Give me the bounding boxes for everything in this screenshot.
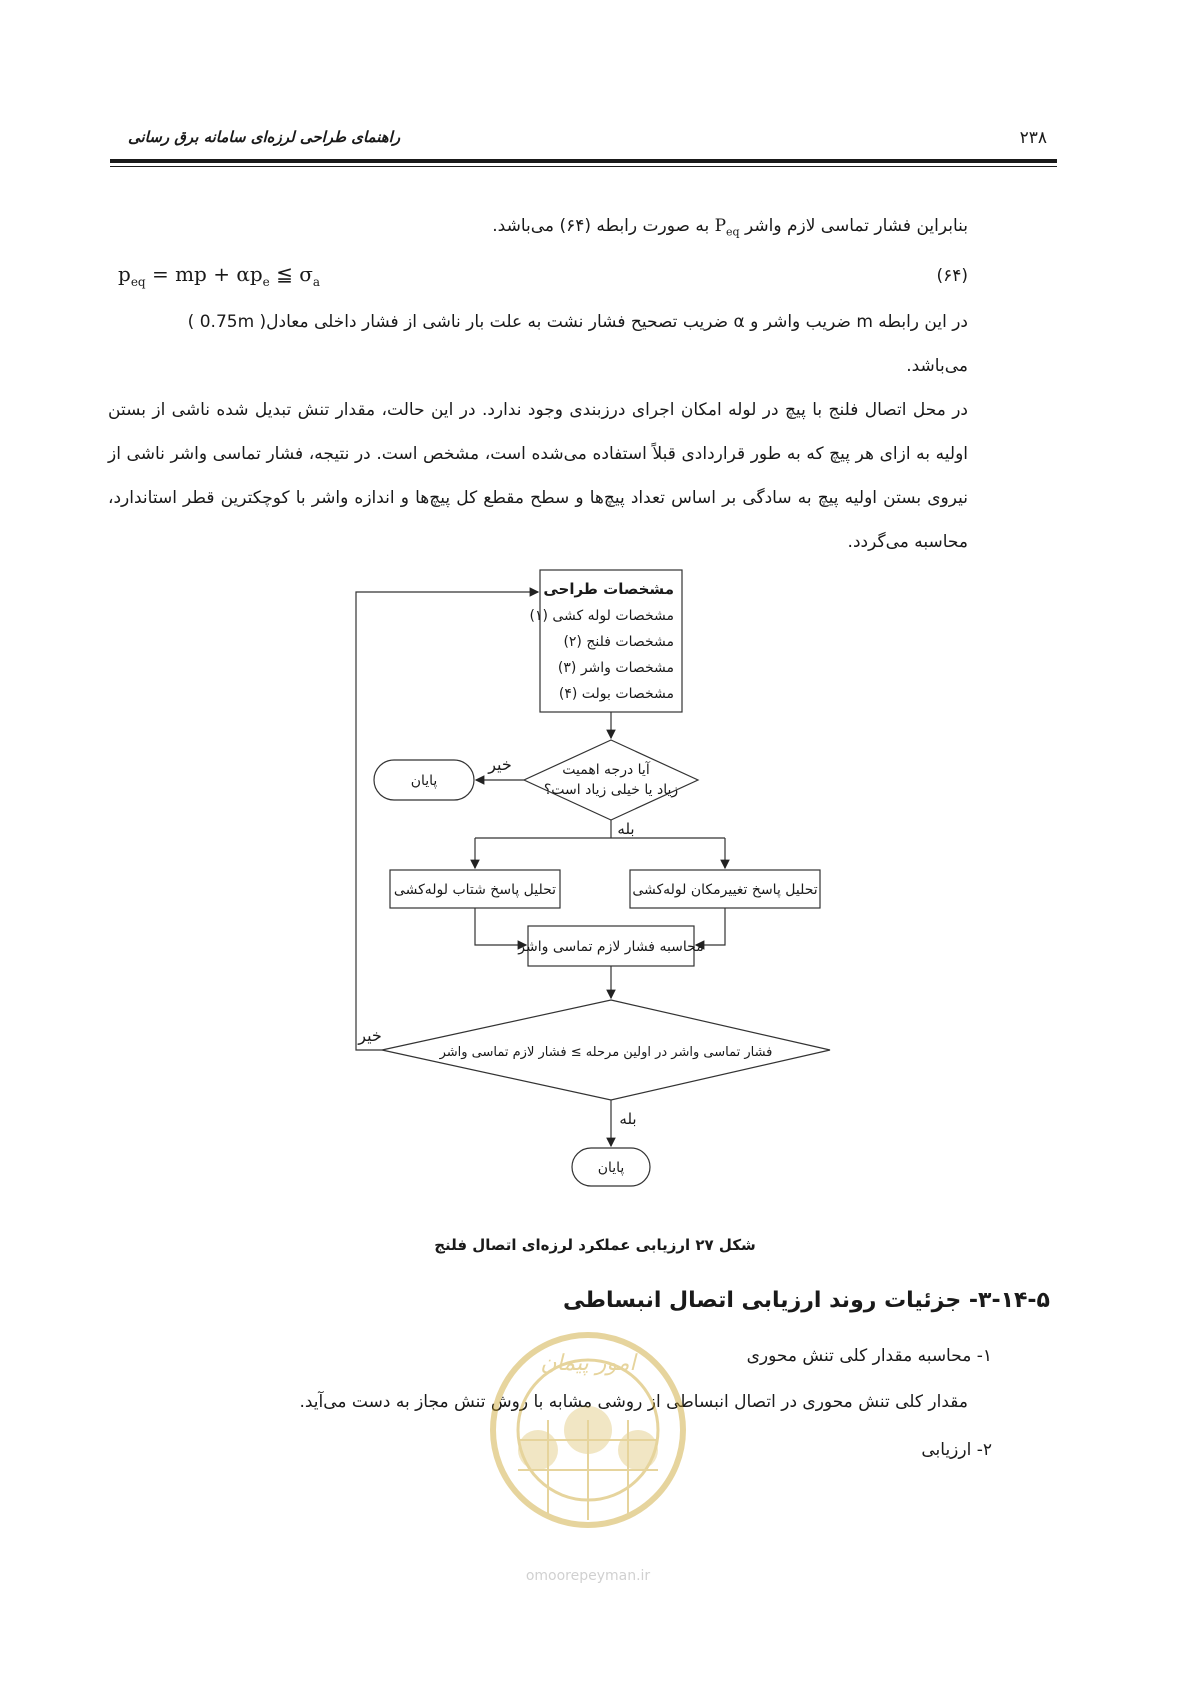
- flowchart: [358, 570, 838, 1230]
- end-label-2: پایان: [597, 1160, 625, 1176]
- design-specs-item: (۴) مشخصات بولت: [558, 686, 674, 702]
- design-specs-item: (۲) مشخصات فلنج: [563, 634, 674, 650]
- decision1-line1: آیا درجه اهمیت: [562, 762, 650, 778]
- page-number: ۲۳۸: [1019, 128, 1047, 148]
- list-item-1: ۱- محاسبه مقدار کلی تنش محوری: [746, 1346, 992, 1366]
- p1-text-post: به صورت رابطه (۶۴) می‌باشد.: [492, 216, 715, 236]
- design-specs-item: (۳) مشخصات واشر: [557, 660, 674, 676]
- yes-label-1: بله: [617, 820, 635, 838]
- displacement-analysis-label: تحلیل پاسخ تغییرمکان لوله‌کشی: [632, 882, 818, 898]
- gear-icon: [564, 1406, 612, 1454]
- decision1-line2: زیاد یا خیلی زیاد است؟: [543, 782, 679, 798]
- p1-symbol: $P_{eq}$: [714, 216, 740, 239]
- header-rule-thin: [110, 166, 1057, 167]
- scale-icon: [518, 1430, 558, 1470]
- section-body: مقدار کلی تنش محوری در اتصال انبساطی از روشی مشابه با روش تنش مجاز به دست می‌آید.: [299, 1392, 968, 1412]
- header-rule-thick: [110, 159, 1057, 163]
- no-label-1: خیر: [488, 755, 512, 774]
- equation-number: (۶۴): [936, 266, 968, 286]
- figure-caption: شکل ۲۷ ارزیابی عملکرد لرزه‌ای اتصال فلنج: [434, 1236, 756, 1254]
- p1-text-pre: بنابراین فشار تماسی لازم واشر: [739, 216, 968, 236]
- paragraph-2-line-1: در این رابطه m ضریب واشر و α ضریب تصحیح فشار نشت به علت بار ناشی از فشار داخلی معادل( 0.75m ): [187, 312, 968, 332]
- no-label-2: خیر: [358, 1026, 382, 1045]
- accel-analysis-label: تحلیل پاسخ شتاب لوله‌کشی: [393, 882, 557, 898]
- watermark-brand: امور پیمان: [540, 1351, 636, 1376]
- yes-label-2: بله: [619, 1110, 637, 1128]
- section-heading: ۳-۱۴-۵- جزئیات روند ارزیابی اتصال انبساطی: [562, 1288, 1050, 1313]
- design-specs-title: مشخصات طراحی: [543, 580, 674, 598]
- excavator-icon: [618, 1430, 658, 1470]
- calc-pressure-label: محاسبه فشار لازم تماسی واشر: [518, 939, 704, 955]
- design-specs-item: (۱) مشخصات لوله کشی: [529, 608, 674, 624]
- decision-importance: [524, 740, 698, 820]
- list-item-2: ۲- ارزیابی: [921, 1440, 992, 1460]
- paragraph-2-line-2: می‌باشد.: [906, 356, 968, 376]
- decision2-label: فشار تماسی واشر در اولین مرحله ≥ فشار لازم تماسی واشر: [439, 1045, 773, 1060]
- running-header-title: راهنمای طراحی لرزه‌ای سامانه برق رسانی: [128, 128, 401, 146]
- equation-64: $p_{eq}$ = mp + $\alpha p_e$ ≦ $\sigma_a$: [118, 262, 321, 289]
- watermark-url: omoorepeyman.ir: [525, 1568, 651, 1584]
- paragraph-3: در محل اتصال فلنج با پیچ در لوله امکان اجرای درزبندی وجود ندارد. در این حالت، مقدار تنش تبدیل شده ناشی از بستن اولیه به ازای هر پیچ که به طور قراردادی قبلاً استفاده می‌شده است، مشخص است. در نتیجه، فشار تماسی واشر ناشی از نیروی بستن اولیه پیچ به سادگی بر اساس تعداد پیچ‌ها و سطح مقطع کل پیچ‌ها و اندازه واشر با کوچکترین قطر استاندارد، محاسبه می‌گردد.: [108, 400, 968, 552]
- end-label-1: پایان: [410, 773, 438, 789]
- watermark-logo: [478, 1330, 698, 1590]
- paragraph-1: [108, 204, 968, 254]
